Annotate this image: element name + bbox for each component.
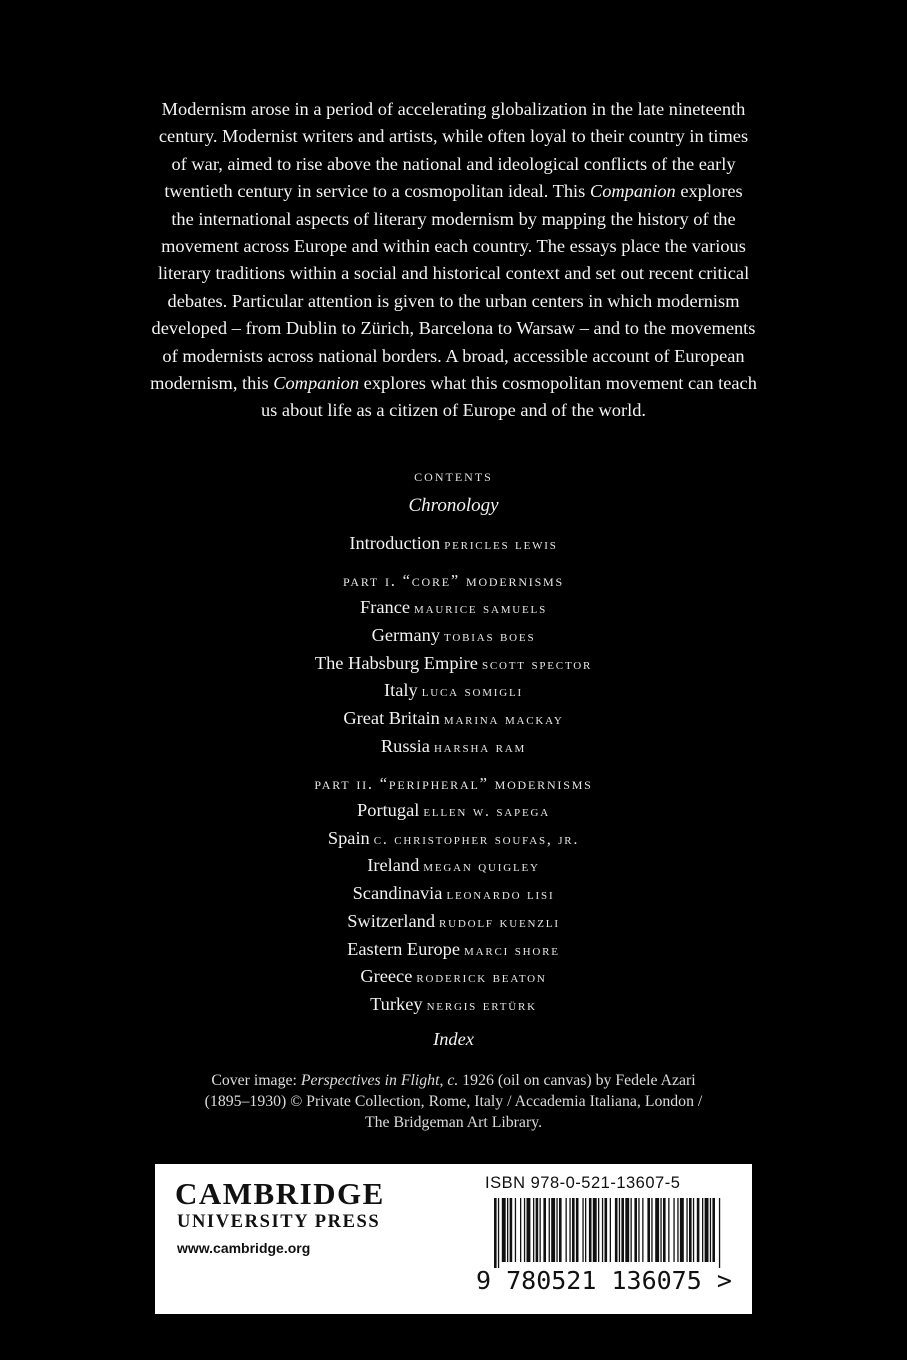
blurb-line: century. Modernist writers and artists, while often loyal to their country in times <box>158 126 749 147</box>
barcode-bar <box>625 1198 629 1262</box>
barcode-bar <box>621 1198 624 1262</box>
barcode-bar <box>668 1198 669 1262</box>
barcode-bar <box>527 1198 531 1262</box>
barcode-bar <box>677 1198 678 1262</box>
barcode-bar <box>536 1198 539 1262</box>
blurb-line: us about life as a citizen of Europe and of the world. <box>260 400 647 421</box>
barcode-bar <box>602 1198 603 1262</box>
blurb-line: twentieth century in service to a cosmopolitan ideal. This Companion explores <box>164 181 743 202</box>
blurb-line: developed – from Dublin to Zürich, Barcelona to Warsaw – and to the movements <box>151 318 756 339</box>
barcode-bar <box>549 1198 550 1262</box>
toc-entry: Ireland megan quigley <box>367 855 540 875</box>
barcode-bar <box>515 1198 516 1262</box>
index-entry: Index <box>433 1029 474 1049</box>
barcode-bar <box>710 1198 711 1262</box>
barcode-bar <box>689 1198 692 1262</box>
barcode-bar <box>680 1198 684 1262</box>
barcode-digits: 9 780521 136075 > <box>476 1266 732 1295</box>
blurb-line: literary traditions within a social and historical context and set out recent critical <box>157 263 750 284</box>
barcode-bar <box>543 1198 546 1262</box>
barcode-bar <box>673 1198 674 1262</box>
barcode-bar <box>631 1198 632 1262</box>
toc-entry: Italy luca somigli <box>384 680 523 700</box>
toc-entry: Greece roderick beaton <box>360 966 547 986</box>
barcode-bar <box>619 1198 620 1262</box>
publisher-url: www.cambridge.org <box>177 1240 311 1256</box>
barcode-bar <box>556 1198 557 1262</box>
contents-heading: contents <box>414 466 493 485</box>
credit-line: Cover image: Perspectives in Flight, c. 1926 (oil on canvas) by Fedele Azari <box>211 1072 696 1089</box>
part-one-heading: part i. “core” modernisms <box>342 571 564 590</box>
barcode-bar <box>702 1198 703 1262</box>
part-two-heading: part ii. “peripheral” modernisms <box>314 774 593 793</box>
barcode-bar <box>638 1198 639 1262</box>
barcode-bar <box>686 1198 687 1262</box>
barcode-bar <box>660 1198 661 1262</box>
barcode-bar <box>533 1198 534 1262</box>
publisher-logo-name: CAMBRIDGE <box>175 1176 385 1211</box>
book-description <box>100 96 807 425</box>
barcode-bar <box>566 1198 567 1262</box>
cover-image-credit <box>150 1070 757 1133</box>
publisher-logo-press: UNIVERSITY PRESS <box>177 1212 381 1232</box>
toc-entry: Scandinavia leonardo lisi <box>352 883 555 903</box>
barcode-bar <box>510 1198 513 1262</box>
barcode-bar <box>693 1198 694 1262</box>
barcode-bar <box>593 1198 597 1262</box>
barcode-bar <box>507 1198 508 1262</box>
chronology-entry: Chronology <box>408 495 499 516</box>
barcode-bar <box>719 1198 720 1268</box>
barcode-bar <box>551 1198 555 1262</box>
barcode-bar <box>524 1198 525 1262</box>
barcode-bar <box>712 1198 715 1262</box>
credit-line: The Bridgeman Art Library. <box>364 1114 543 1131</box>
blurb-line: of modernists across national borders. A broad, accessible account of European <box>162 345 745 366</box>
barcode-bar <box>569 1198 570 1262</box>
barcode-bar <box>605 1198 608 1262</box>
barcode-bar <box>520 1198 521 1262</box>
barcode-bar <box>655 1198 659 1262</box>
toc-entry: France maurice samuels <box>360 597 547 617</box>
credit-line: (1895–1930) © Private Collection, Rome, Italy / Accademia Italiana, London / <box>204 1093 703 1110</box>
toc-entry: Great Britain marina mackay <box>343 708 564 728</box>
toc-entry: The Habsburg Empire scott spector <box>314 653 593 673</box>
barcode-bar <box>615 1198 618 1262</box>
blurb-line: movement across Europe and within each country. The essays place the various <box>161 236 746 257</box>
barcode-bar <box>494 1198 497 1268</box>
barcode-bar <box>663 1198 666 1262</box>
barcode-bar <box>582 1198 583 1262</box>
blurb-line: of war, aimed to rise above the national and ideological conflicts of the early <box>171 153 736 174</box>
barcode-bar <box>634 1198 637 1262</box>
barcode-bar <box>598 1198 599 1262</box>
barcode-bar <box>697 1198 700 1262</box>
toc-introduction: Introduction pericles lewis <box>349 533 558 553</box>
barcode-bar <box>647 1198 650 1262</box>
barcode-icon <box>494 1198 726 1268</box>
barcode-bar <box>610 1198 611 1262</box>
toc-entry: Eastern Europe marci shore <box>347 939 560 959</box>
isbn-label: ISBN 978-0-521-13607-5 <box>485 1174 681 1192</box>
barcode-bar <box>498 1198 499 1268</box>
blurb-line: modernism, this Companion explores what this cosmopolitan movement can teach <box>150 373 757 394</box>
barcode-bar <box>559 1198 562 1262</box>
barcode-bar <box>576 1198 579 1262</box>
barcode-bar <box>705 1198 709 1262</box>
blurb-line: the international aspects of literary modernism by mapping the history of the <box>171 208 736 229</box>
barcode-bar <box>585 1198 586 1262</box>
barcode-bar <box>540 1198 541 1262</box>
barcode-bar <box>651 1198 652 1262</box>
blurb-line: debates. Particular attention is given to the urban centers in which modernism <box>167 290 740 311</box>
toc-entry: Spain c. christopher soufas, jr. <box>327 828 580 848</box>
toc-entry: Switzerland rudolf kuenzli <box>347 911 560 931</box>
barcode-bar <box>642 1198 643 1262</box>
toc-entry: Germany tobias boes <box>371 625 536 645</box>
toc-entry: Turkey nergis ertürk <box>370 994 537 1014</box>
blurb-line: Modernism arose in a period of accelerating globalization in the late nineteenth <box>161 99 746 119</box>
barcode-bar <box>502 1198 506 1262</box>
toc-entry: Portugal ellen w. sapega <box>357 800 550 820</box>
barcode-bar <box>589 1198 592 1262</box>
publisher-barcode-panel <box>155 1164 752 1314</box>
barcode-bar <box>572 1198 575 1262</box>
toc-entry: Russia harsha ram <box>380 736 527 756</box>
